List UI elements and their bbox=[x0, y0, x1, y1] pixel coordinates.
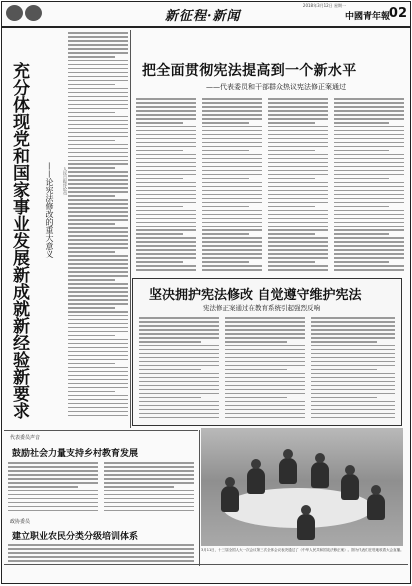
brief-body bbox=[8, 462, 98, 514]
paper-name: 中國青年報 bbox=[344, 12, 390, 22]
top-article-body-col-2 bbox=[202, 98, 262, 274]
boxed-article bbox=[132, 278, 402, 426]
person-figure bbox=[297, 514, 315, 540]
top-article-body-col-3 bbox=[268, 98, 328, 274]
brief-headline: 建立职业农民分类分级培训体系 bbox=[12, 532, 139, 542]
emblem-icon bbox=[25, 5, 42, 21]
brief-headline: 鼓励社会力量支持乡村教育发展 bbox=[12, 449, 139, 459]
boxed-article-body-col-1 bbox=[139, 317, 219, 421]
boxed-article-headline: 坚决拥护宪法修改 自觉遵守维护宪法 bbox=[149, 288, 362, 303]
boxed-article-body-col-2 bbox=[225, 317, 305, 421]
section-divider bbox=[4, 430, 198, 431]
page-number: 02 bbox=[388, 6, 407, 21]
person-figure bbox=[367, 494, 385, 520]
boxed-article-body-col-3 bbox=[311, 317, 395, 421]
footer-rule bbox=[4, 564, 408, 565]
top-article-subhead: ——代表委员和干部群众热议宪法修正案通过 bbox=[206, 83, 346, 91]
person-figure bbox=[279, 458, 297, 484]
section-label: 政协委员 bbox=[10, 519, 31, 525]
top-article-body-col-1 bbox=[136, 98, 196, 274]
person-figure bbox=[221, 486, 239, 512]
meeting-photo bbox=[201, 428, 403, 546]
column-title: 新征程·新闻 bbox=[165, 9, 241, 24]
person-figure bbox=[341, 474, 359, 500]
left-article-body bbox=[68, 32, 128, 422]
brief-body bbox=[8, 544, 194, 566]
photo-caption: 3月11日，十三届全国人大一次会议第三次全体会议表决通过了《中华人民共和国宪法修正案》。图为代表们在驻地收看大会直播。 bbox=[201, 548, 404, 552]
boxed-article-subhead: 宪法修正案通过在教育系统引起强烈反响 bbox=[203, 304, 320, 312]
column-divider bbox=[130, 30, 131, 428]
column-divider bbox=[199, 430, 200, 566]
person-figure bbox=[247, 468, 265, 494]
left-article-headline: 充分体现党和国家事业发展新成就新经验新要求 bbox=[9, 62, 29, 419]
left-article-subtitle: ——论宪法修改的重大意义 bbox=[45, 162, 54, 258]
top-article-body-col-4 bbox=[334, 98, 404, 274]
brief-body bbox=[104, 462, 194, 514]
masthead bbox=[2, 2, 410, 28]
emblem-icon bbox=[6, 5, 23, 21]
masthead-date: 2018年3月12日 星期一 bbox=[302, 3, 346, 8]
emblem-icons bbox=[6, 5, 42, 21]
left-article-author: 人民日报评论员 bbox=[63, 167, 68, 195]
newspaper-page bbox=[1, 1, 411, 584]
person-figure bbox=[311, 462, 329, 488]
section-label: 代表委员声音 bbox=[10, 435, 41, 441]
top-article-headline: 把全面贯彻宪法提高到一个新水平 bbox=[142, 63, 357, 79]
